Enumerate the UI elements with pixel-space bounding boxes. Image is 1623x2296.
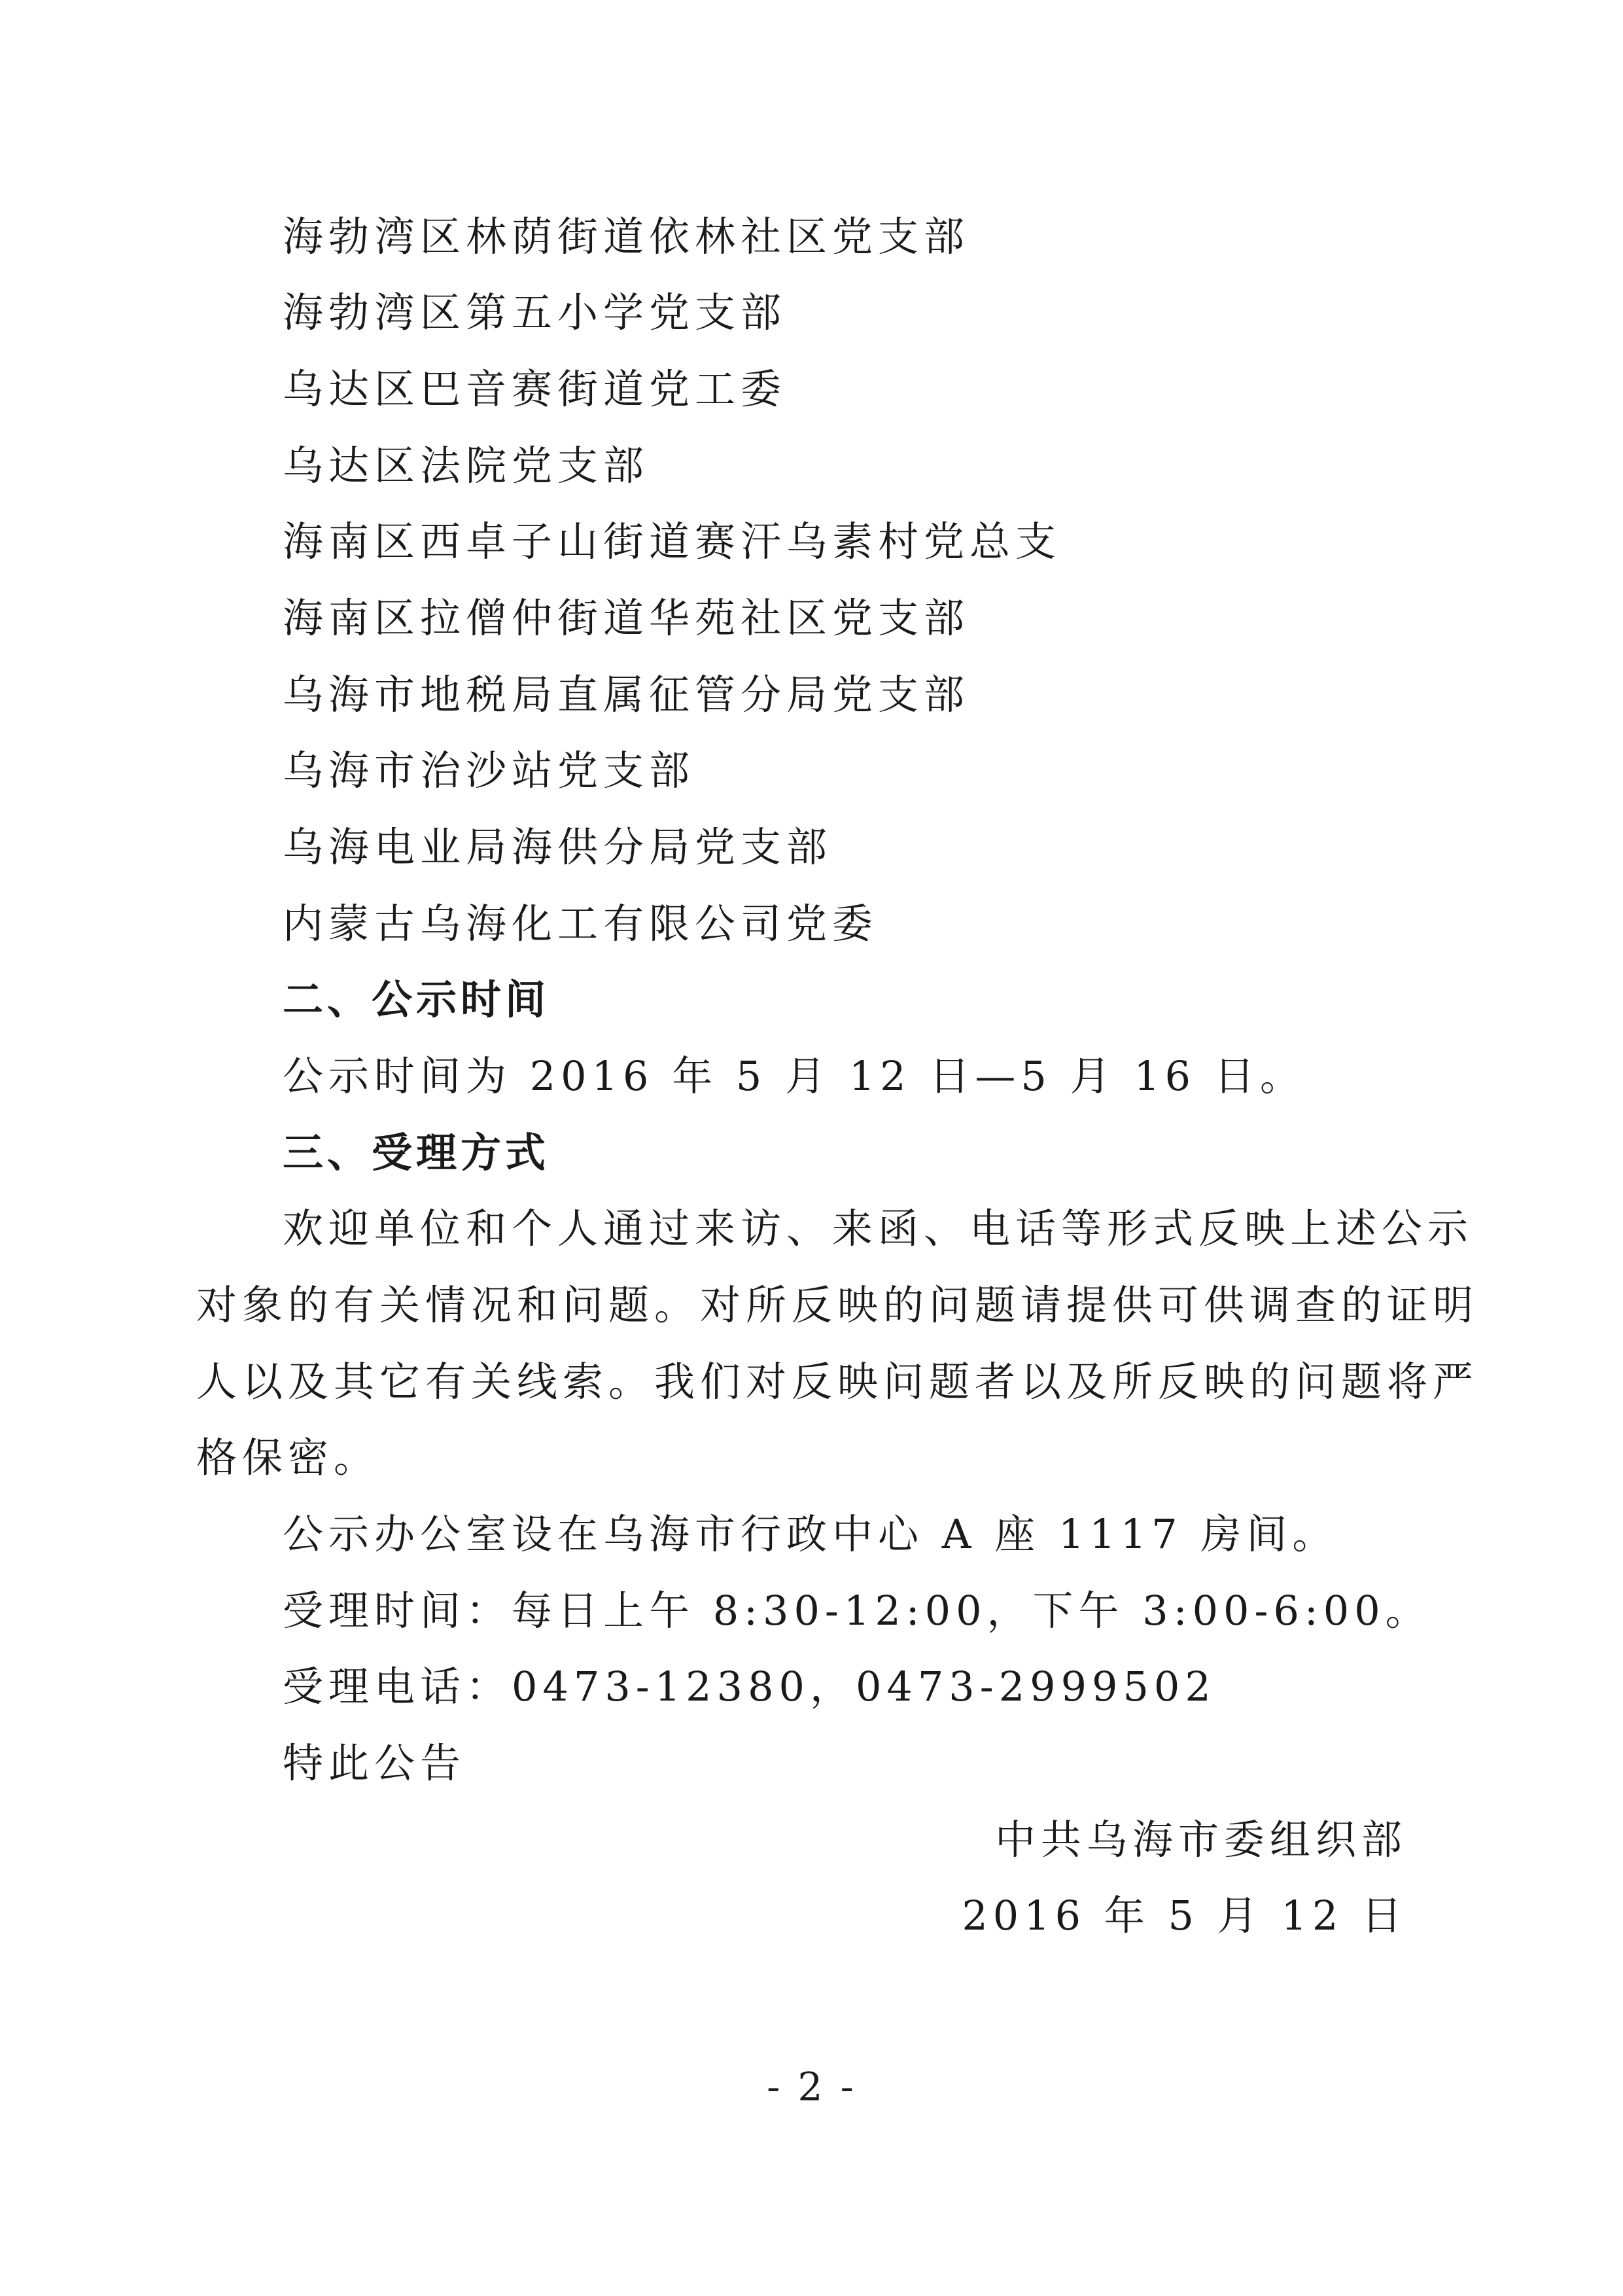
paragraph-line: 欢迎单位和个人通过来访、来函、电话等形式反映上述公示 [283, 1205, 1474, 1252]
signature-organization: 中共乌海市委组织部 [994, 1816, 1407, 1863]
unit-list-item: 乌海市治沙站党支部 [283, 747, 695, 794]
acceptance-phone-text: 受理电话：0473-12380，0473-2999502 [283, 1663, 1216, 1710]
paragraph-line: 对象的有关情况和问题。对所反映的问题请提供可供调查的证明 [196, 1281, 1479, 1329]
paragraph-line: 人以及其它有关线索。我们对反映问题者以及所反映的问题将严 [196, 1358, 1479, 1405]
unit-list-item: 海勃湾区林荫街道依林社区党支部 [283, 213, 970, 260]
unit-list-item: 内蒙古乌海化工有限公司党委 [283, 900, 879, 947]
acceptance-hours-text: 受理时间：每日上午 8:30-12:00，下午 3:00-6:00。 [283, 1587, 1431, 1634]
closing-text: 特此公告 [283, 1739, 466, 1787]
publicity-time-text: 公示时间为 2016 年 5 月 12 日—5 月 16 日。 [283, 1052, 1306, 1100]
office-location-text: 公示办公室设在乌海市行政中心 A 座 1117 房间。 [283, 1510, 1338, 1558]
unit-list-item: 乌海市地税局直属征管分局党支部 [283, 671, 970, 718]
section-heading-acceptance: 三、受理方式 [283, 1129, 550, 1176]
page-number: - 2 - [767, 2064, 856, 2110]
unit-list-item: 乌达区法院党支部 [283, 442, 650, 489]
unit-list-item: 乌海电业局海供分局党支部 [283, 823, 833, 871]
unit-list-item: 海勃湾区第五小学党支部 [283, 289, 787, 336]
unit-list-item: 海南区西卓子山街道赛汗乌素村党总支 [283, 518, 1062, 565]
unit-list-item: 海南区拉僧仲街道华苑社区党支部 [283, 594, 970, 642]
signature-date: 2016 年 5 月 12 日 [962, 1892, 1407, 1939]
unit-list-item: 乌达区巴音赛街道党工委 [283, 365, 787, 413]
section-heading-publicity-time: 二、公示时间 [283, 976, 550, 1023]
paragraph-line: 格保密。 [196, 1434, 380, 1481]
